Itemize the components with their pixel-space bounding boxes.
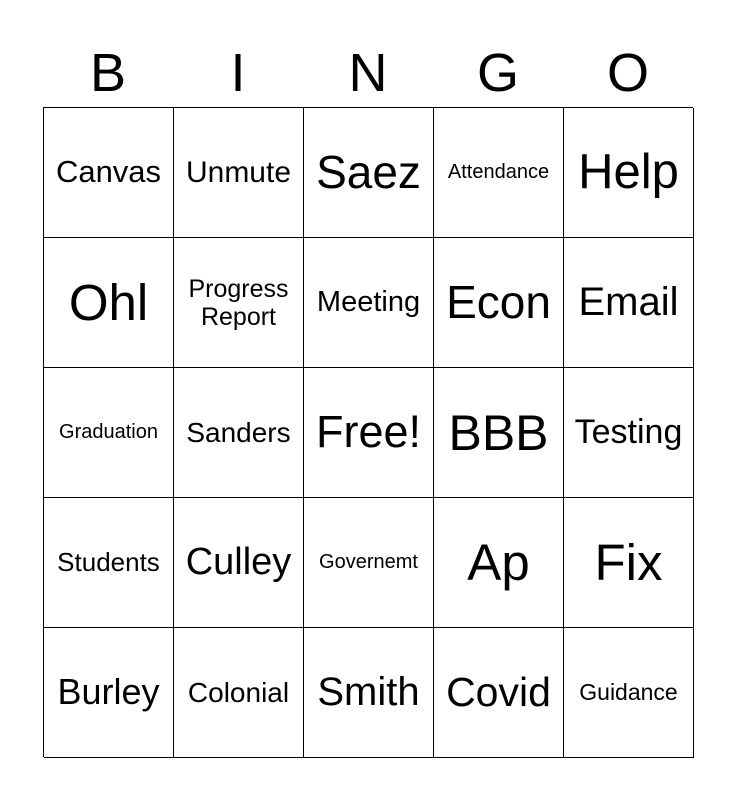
bingo-cell[interactable]	[564, 628, 694, 758]
cell-label: Culley	[185, 541, 292, 584]
cell-label: Guidance	[579, 678, 678, 705]
cell-label: Graduation	[59, 421, 158, 444]
cell-label: Progress Report	[188, 274, 289, 331]
bingo-cell[interactable]	[434, 368, 564, 498]
bingo-cell[interactable]	[434, 238, 564, 368]
cell-label: Help	[578, 145, 679, 200]
cell-label: Testing	[574, 413, 683, 452]
cell-label: Colonial	[187, 676, 290, 708]
cell-label: Governemt	[319, 551, 418, 574]
bingo-cell[interactable]	[44, 108, 174, 238]
bingo-cell[interactable]	[434, 498, 564, 628]
cell-label: Econ	[446, 275, 551, 328]
header-letter-n: N	[348, 43, 388, 103]
bingo-cell[interactable]	[304, 108, 434, 238]
bingo-cell[interactable]	[174, 498, 304, 628]
cell-label: Saez	[316, 145, 421, 198]
header-letter-g: G	[476, 43, 519, 103]
cell-label: Unmute	[185, 155, 292, 189]
cell-label: Sanders	[186, 416, 291, 448]
cell-label: Attendance	[447, 161, 550, 184]
cell-label: Ap	[467, 533, 530, 591]
bingo-free-cell[interactable]	[304, 368, 434, 498]
bingo-header	[43, 40, 693, 106]
bingo-cell[interactable]	[44, 628, 174, 758]
cell-label: Fix	[594, 533, 663, 591]
cell-label: Ohl	[68, 273, 149, 331]
bingo-cell[interactable]	[174, 368, 304, 498]
bingo-cell[interactable]	[564, 368, 694, 498]
bingo-cell[interactable]	[44, 368, 174, 498]
cell-label: Students	[57, 546, 160, 577]
cell-label: Smith	[317, 670, 420, 715]
bingo-cell[interactable]	[564, 498, 694, 628]
cell-label: Free!	[315, 406, 422, 458]
bingo-cell[interactable]	[564, 238, 694, 368]
bingo-cell[interactable]	[174, 108, 304, 238]
cell-label: Covid	[446, 668, 551, 715]
header-letter-i: I	[230, 43, 246, 103]
bingo-cell[interactable]	[44, 498, 174, 628]
cell-label: Burley	[57, 671, 160, 713]
bingo-cell[interactable]	[304, 498, 434, 628]
cell-label: BBB	[448, 404, 549, 461]
bingo-cell[interactable]	[44, 238, 174, 368]
bingo-cell[interactable]	[304, 238, 434, 368]
cell-label: Meeting	[316, 286, 421, 319]
bingo-cell[interactable]	[434, 108, 564, 238]
bingo-cell[interactable]	[564, 108, 694, 238]
cell-label: Canvas	[55, 154, 162, 190]
bingo-cell[interactable]	[304, 628, 434, 758]
cell-label: Email	[578, 280, 679, 325]
bingo-card-grid	[43, 107, 693, 757]
bingo-cell[interactable]	[174, 628, 304, 758]
bingo-cell[interactable]	[434, 628, 564, 758]
header-letter-o: O	[606, 43, 649, 103]
bingo-cell[interactable]	[174, 238, 304, 368]
header-letter-b: B	[89, 43, 127, 103]
